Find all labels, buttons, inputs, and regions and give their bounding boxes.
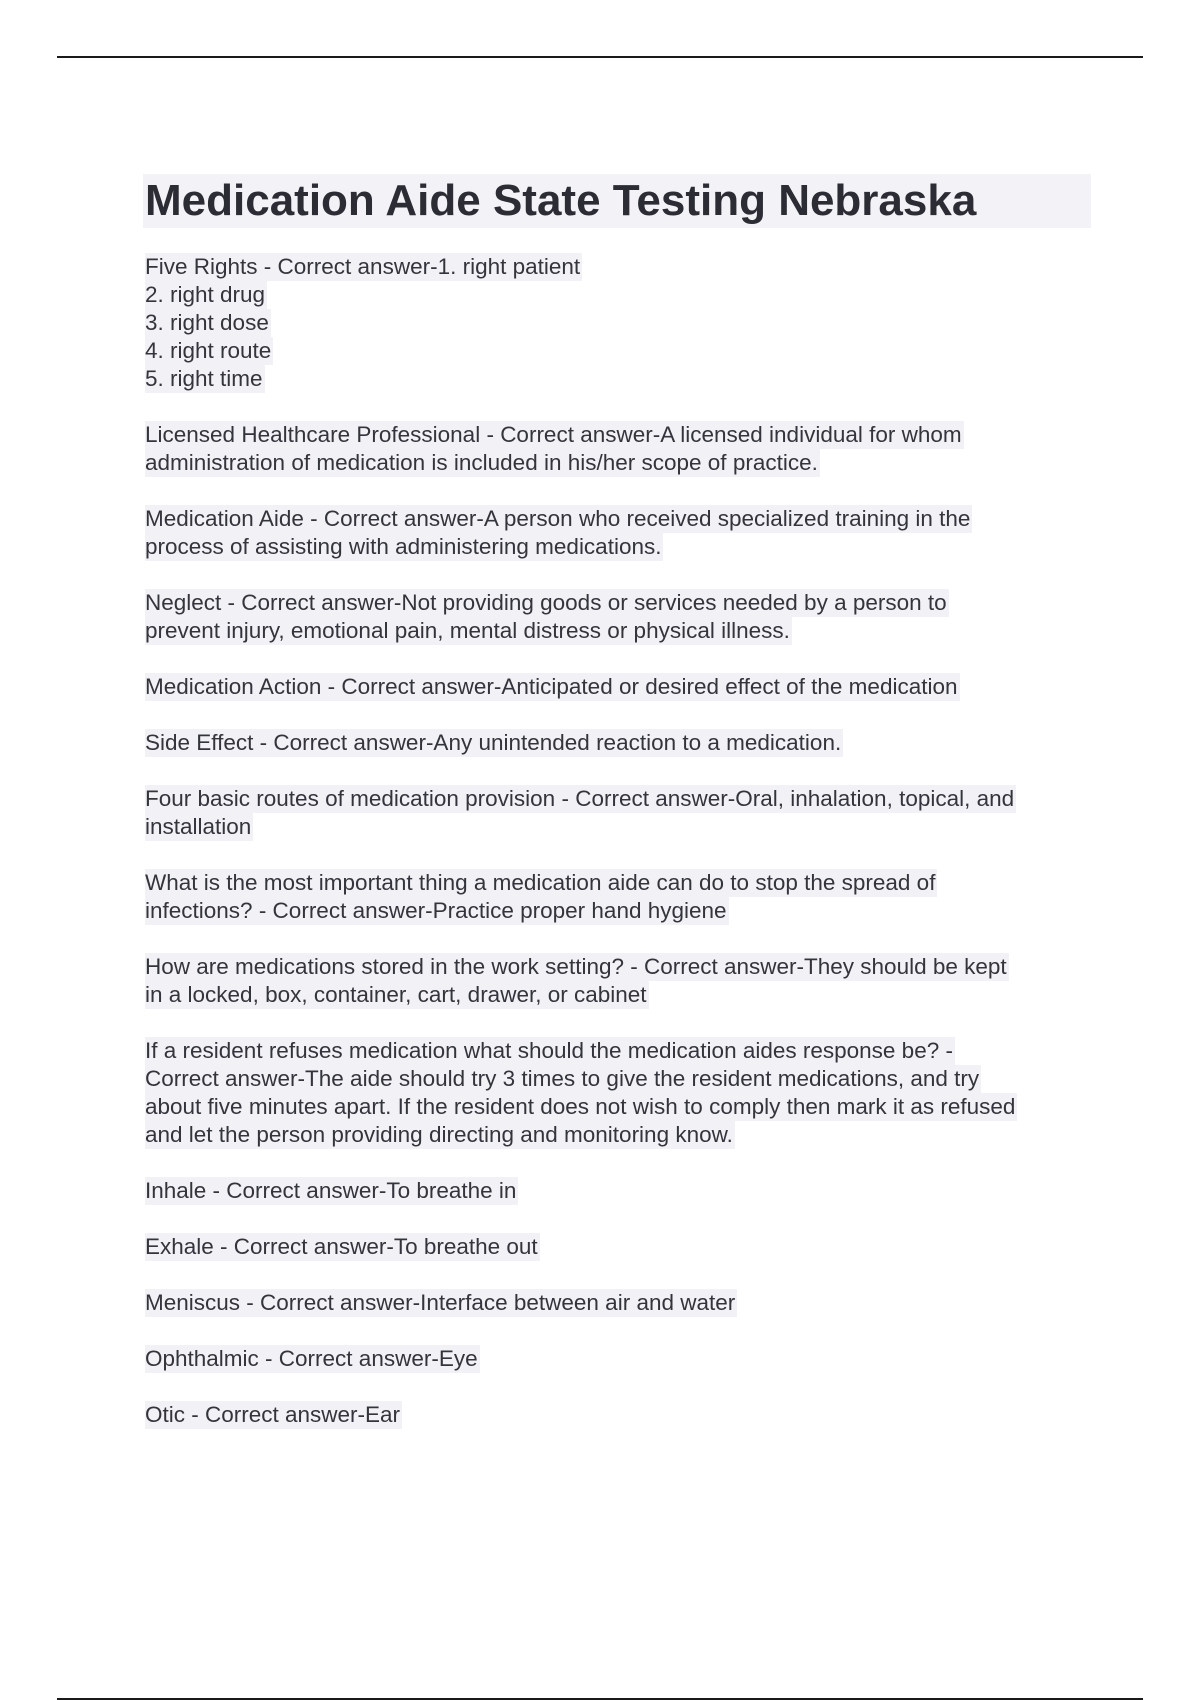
qa-entry-line: in a locked, box, container, cart, drawer, or cabinet — [145, 982, 647, 1007]
qa-entry-line: about five minutes apart. If the resident does not wish to comply then mark it as refused — [145, 1094, 1016, 1119]
qa-entry-line: Inhale - Correct answer-To breathe in — [145, 1178, 517, 1203]
qa-entry — [145, 589, 1095, 645]
qa-entry-line: Medication Aide - Correct answer-A person who received specialized training in the — [145, 506, 971, 531]
qa-entry-line: Four basic routes of medication provision - Correct answer-Oral, inhalation, topical, and — [145, 786, 1015, 811]
qa-entry-line: Five Rights - Correct answer-1. right patient — [145, 254, 581, 279]
qa-entry — [145, 421, 1095, 477]
qa-entry — [145, 1037, 1095, 1149]
top-divider — [57, 56, 1143, 58]
qa-entry — [145, 869, 1095, 925]
qa-entry-line: process of assisting with administering medications. — [145, 534, 662, 559]
qa-entry — [145, 253, 1095, 393]
qa-entry — [145, 1233, 1095, 1261]
qa-entry-line: 5. right time — [145, 366, 263, 391]
qa-entry — [145, 1401, 1095, 1429]
qa-entry — [145, 1289, 1095, 1317]
qa-entry-line: Medication Action - Correct answer-Anticipated or desired effect of the medication — [145, 674, 958, 699]
qa-entry-line: Neglect - Correct answer-Not providing goods or services needed by a person to — [145, 590, 947, 615]
qa-entry-line: Exhale - Correct answer-To breathe out — [145, 1234, 538, 1259]
qa-entry-line: Meniscus - Correct answer-Interface between air and water — [145, 1290, 736, 1315]
qa-entry-line: infections? - Correct answer-Practice proper hand hygiene — [145, 898, 727, 923]
qa-entry-line: How are medications stored in the work setting? - Correct answer-They should be kept — [145, 954, 1007, 979]
qa-entry-line: Ophthalmic - Correct answer-Eye — [145, 1346, 478, 1371]
qa-entry — [145, 1177, 1095, 1205]
qa-entry-line: installation — [145, 814, 252, 839]
qa-entry-line: Side Effect - Correct answer-Any unintended reaction to a medication. — [145, 730, 842, 755]
qa-list — [145, 253, 1095, 1429]
qa-entry — [145, 953, 1095, 1009]
qa-entry-line: If a resident refuses medication what should the medication aides response be? - — [145, 1038, 953, 1063]
qa-entry-line: Correct answer-The aide should try 3 times to give the resident medications, and try — [145, 1066, 980, 1091]
qa-entry — [145, 505, 1095, 561]
qa-entry-line: 4. right route — [145, 338, 272, 363]
qa-entry — [145, 673, 1095, 701]
qa-entry — [145, 729, 1095, 757]
qa-entry-line: Otic - Correct answer-Ear — [145, 1402, 401, 1427]
qa-entry-line: administration of medication is included in his/her scope of practice. — [145, 450, 818, 475]
qa-entry-line: 2. right drug — [145, 282, 266, 307]
qa-entry-line: What is the most important thing a medication aide can do to stop the spread of — [145, 870, 936, 895]
qa-entry — [145, 785, 1095, 841]
qa-entry — [145, 1345, 1095, 1373]
qa-entry-line: prevent injury, emotional pain, mental distress or physical illness. — [145, 618, 790, 643]
title-block — [143, 174, 1091, 228]
qa-entry-line: and let the person providing directing and monitoring know. — [145, 1122, 733, 1147]
page-title: Medication Aide State Testing Nebraska — [145, 176, 977, 225]
qa-entry-line: Licensed Healthcare Professional - Correct answer-A licensed individual for whom — [145, 422, 962, 447]
qa-entry-line: 3. right dose — [145, 310, 269, 335]
document-body — [145, 174, 1095, 1457]
